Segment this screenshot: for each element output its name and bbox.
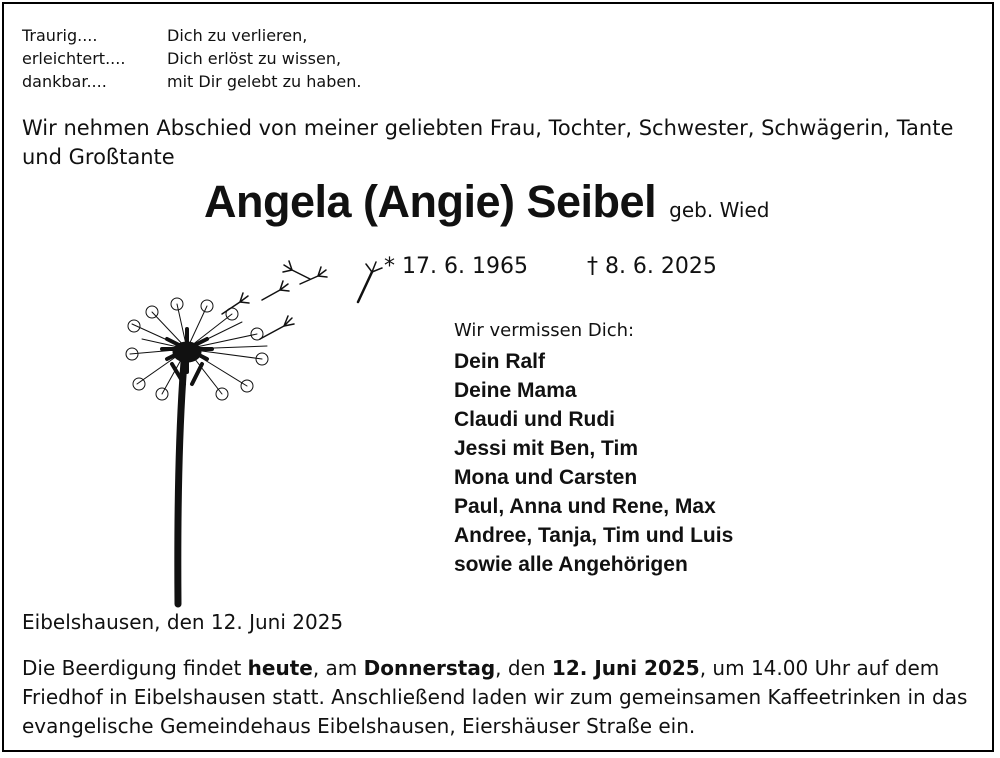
life-dates: [384, 254, 717, 279]
poem-left-column: [22, 24, 125, 93]
funeral-weekday: Donnerstag: [363, 656, 496, 680]
birth-date: * 17. 6. 1965: [384, 254, 528, 279]
deceased-name-line: [204, 176, 769, 228]
list-item: Claudi und Rudi: [454, 408, 615, 431]
funeral-text: , den: [495, 656, 552, 680]
mourners-list: [454, 347, 733, 579]
mourners-title: Wir vermissen Dich:: [454, 320, 635, 341]
poem-line: mit Dir gelebt zu haben.: [167, 72, 362, 91]
poem-line: Dich zu verlieren,: [167, 26, 308, 45]
list-item: Andree, Tanja, Tim und Luis: [454, 524, 734, 547]
funeral-text: , um 14.00 Uhr auf dem Friedhof in Eibelshausen statt. Anschließend laden wir zum gemeinsamen Kaffeetrinken in das evangelische Gemeindehaus Eibelshausen, Eiershäuser Straße ein.: [22, 656, 968, 738]
list-item: Paul, Anna und Rene, Max: [454, 495, 716, 518]
dandelion-icon: [122, 254, 422, 614]
list-item: sowie alle Angehörigen: [454, 553, 688, 576]
poem-line: erleichtert....: [22, 49, 126, 68]
funeral-notice: [22, 654, 987, 741]
poem-line: Dich erlöst zu wissen,: [167, 49, 342, 68]
intro-text: Wir nehmen Abschied von meiner geliebten Frau, Tochter, Schwester, Schwägerin, Tante und Großtante: [22, 116, 954, 169]
list-item: Mona und Carsten: [454, 466, 638, 489]
maiden-name: geb. Wied: [669, 198, 770, 222]
mourners-section: [454, 320, 733, 579]
list-item: Dein Ralf: [454, 350, 546, 373]
death-date: † 8. 6. 2025: [586, 254, 717, 279]
funeral-day-emphasis: heute: [247, 656, 313, 680]
poem-line: dankbar....: [22, 72, 107, 91]
list-item: Jessi mit Ben, Tim: [454, 437, 639, 460]
poem-right-column: [167, 24, 361, 93]
funeral-date: 12. Juni 2025: [551, 656, 700, 680]
place-date: Eibelshausen, den 12. Juni 2025: [22, 610, 344, 634]
deceased-name: Angela (Angie) Seibel: [204, 176, 657, 227]
list-item: Deine Mama: [454, 379, 577, 402]
funeral-text: Die Beerdigung findet: [22, 656, 248, 680]
poem-line: Traurig....: [22, 26, 98, 45]
obituary-notice: [2, 2, 994, 752]
funeral-text: , am: [312, 656, 364, 680]
